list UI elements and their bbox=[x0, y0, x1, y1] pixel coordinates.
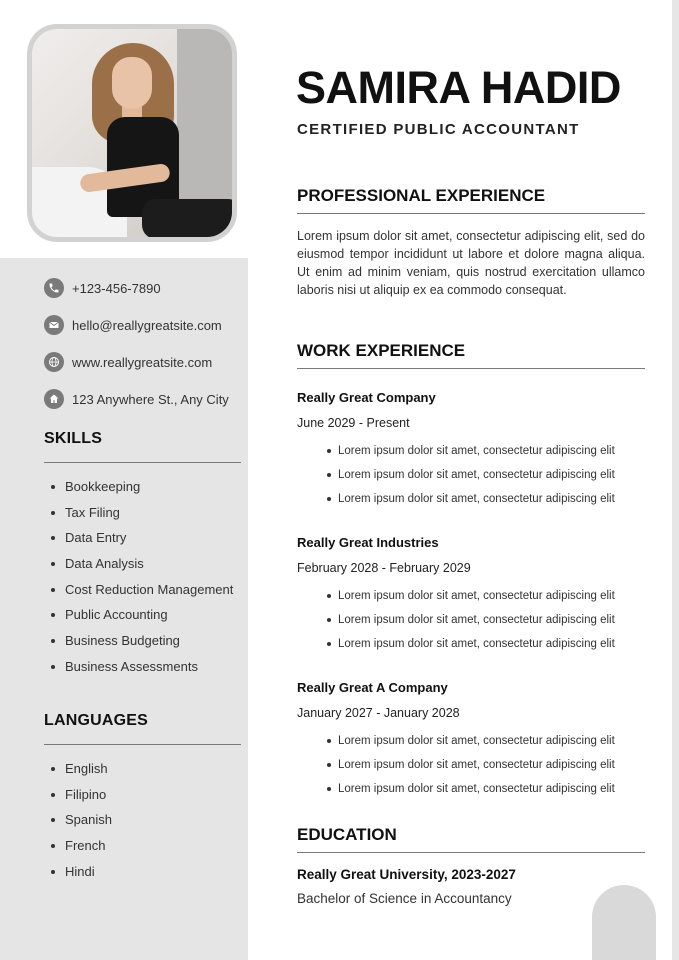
skills-heading: SKILLS bbox=[44, 430, 103, 447]
language-item: Filipino bbox=[44, 782, 112, 808]
job-company: Really Great Company bbox=[297, 390, 436, 405]
phone-icon bbox=[44, 278, 64, 298]
job-bullet: Lorem ipsum dolor sit amet, consectetur adipiscing elit bbox=[326, 487, 615, 511]
home-icon bbox=[44, 389, 64, 409]
job-bullet: Lorem ipsum dolor sit amet, consectetur adipiscing elit bbox=[326, 729, 615, 753]
education-degree: Bachelor of Science in Accountancy bbox=[297, 891, 512, 906]
job-bullet: Lorem ipsum dolor sit amet, consectetur adipiscing elit bbox=[326, 608, 615, 632]
job-bullets bbox=[326, 729, 615, 802]
language-item: French bbox=[44, 833, 112, 859]
education-heading: EDUCATION bbox=[297, 825, 397, 844]
candidate-name: SAMIRA HADID bbox=[296, 62, 621, 113]
language-item: Hindi bbox=[44, 859, 112, 885]
contact-website-text[interactable]: www.reallygreatsite.com bbox=[72, 354, 213, 370]
profile-photo bbox=[27, 24, 237, 242]
job-bullets bbox=[326, 584, 615, 657]
job-company: Really Great A Company bbox=[297, 680, 448, 695]
job-bullets bbox=[326, 439, 615, 512]
job-bullet: Lorem ipsum dolor sit amet, consectetur adipiscing elit bbox=[326, 463, 615, 487]
languages-heading: LANGUAGES bbox=[44, 712, 149, 729]
right-edge-strip bbox=[672, 0, 679, 960]
languages-list bbox=[44, 756, 112, 884]
skill-item: Data Analysis bbox=[44, 551, 233, 577]
job-dates: January 2027 - January 2028 bbox=[297, 706, 460, 720]
mail-icon bbox=[44, 315, 64, 335]
skill-item: Cost Reduction Management bbox=[44, 577, 233, 603]
job-bullet: Lorem ipsum dolor sit amet, consectetur adipiscing elit bbox=[326, 632, 615, 656]
professional-experience-heading: PROFESSIONAL EXPERIENCE bbox=[297, 186, 546, 205]
globe-icon bbox=[44, 352, 64, 372]
job-bullet: Lorem ipsum dolor sit amet, consectetur adipiscing elit bbox=[326, 753, 615, 777]
skills-divider bbox=[44, 462, 241, 463]
job-dates: February 2028 - February 2029 bbox=[297, 561, 471, 575]
language-item: English bbox=[44, 756, 112, 782]
job-bullet: Lorem ipsum dolor sit amet, consectetur adipiscing elit bbox=[326, 439, 615, 463]
job-bullet: Lorem ipsum dolor sit amet, consectetur adipiscing elit bbox=[326, 584, 615, 608]
skill-item: Public Accounting bbox=[44, 602, 233, 628]
professional-summary: Lorem ipsum dolor sit amet, consectetur adipiscing elit, sed do eiusmod tempor incididunt ut labore et dolore magna aliqua. Ut enim ad minim veniam, quis nostrud exercitation ullamco laboris nisi ut aliquip ex ea commodo consequat. bbox=[297, 229, 645, 297]
education-school: Really Great University, 2023-2027 bbox=[297, 867, 516, 882]
contact-address bbox=[44, 389, 229, 409]
job-company: Really Great Industries bbox=[297, 535, 439, 550]
languages-divider bbox=[44, 744, 241, 745]
professional-experience-divider bbox=[297, 213, 645, 214]
work-experience-heading: WORK EXPERIENCE bbox=[297, 341, 466, 360]
skill-item: Business Budgeting bbox=[44, 628, 233, 654]
language-item: Spanish bbox=[44, 807, 112, 833]
skills-list bbox=[44, 474, 233, 680]
skill-item: Tax Filing bbox=[44, 500, 233, 526]
job-title: CERTIFIED PUBLIC ACCOUNTANT bbox=[297, 121, 580, 138]
skill-item: Business Assessments bbox=[44, 654, 233, 680]
contact-email bbox=[44, 315, 222, 335]
contact-website bbox=[44, 352, 212, 372]
skill-item: Data Entry bbox=[44, 525, 233, 551]
education-divider bbox=[297, 852, 645, 853]
decorative-arch bbox=[592, 885, 656, 960]
contact-phone bbox=[44, 278, 161, 298]
skill-item: Bookkeeping bbox=[44, 474, 233, 500]
work-experience-divider bbox=[297, 368, 645, 369]
contact-address-text: 123 Anywhere St., Any City bbox=[72, 391, 229, 407]
contact-phone-text[interactable]: +123-456-7890 bbox=[72, 280, 161, 296]
job-dates: June 2029 - Present bbox=[297, 416, 410, 430]
contact-email-text[interactable]: hello@reallygreatsite.com bbox=[72, 317, 222, 333]
job-bullet: Lorem ipsum dolor sit amet, consectetur adipiscing elit bbox=[326, 777, 615, 801]
